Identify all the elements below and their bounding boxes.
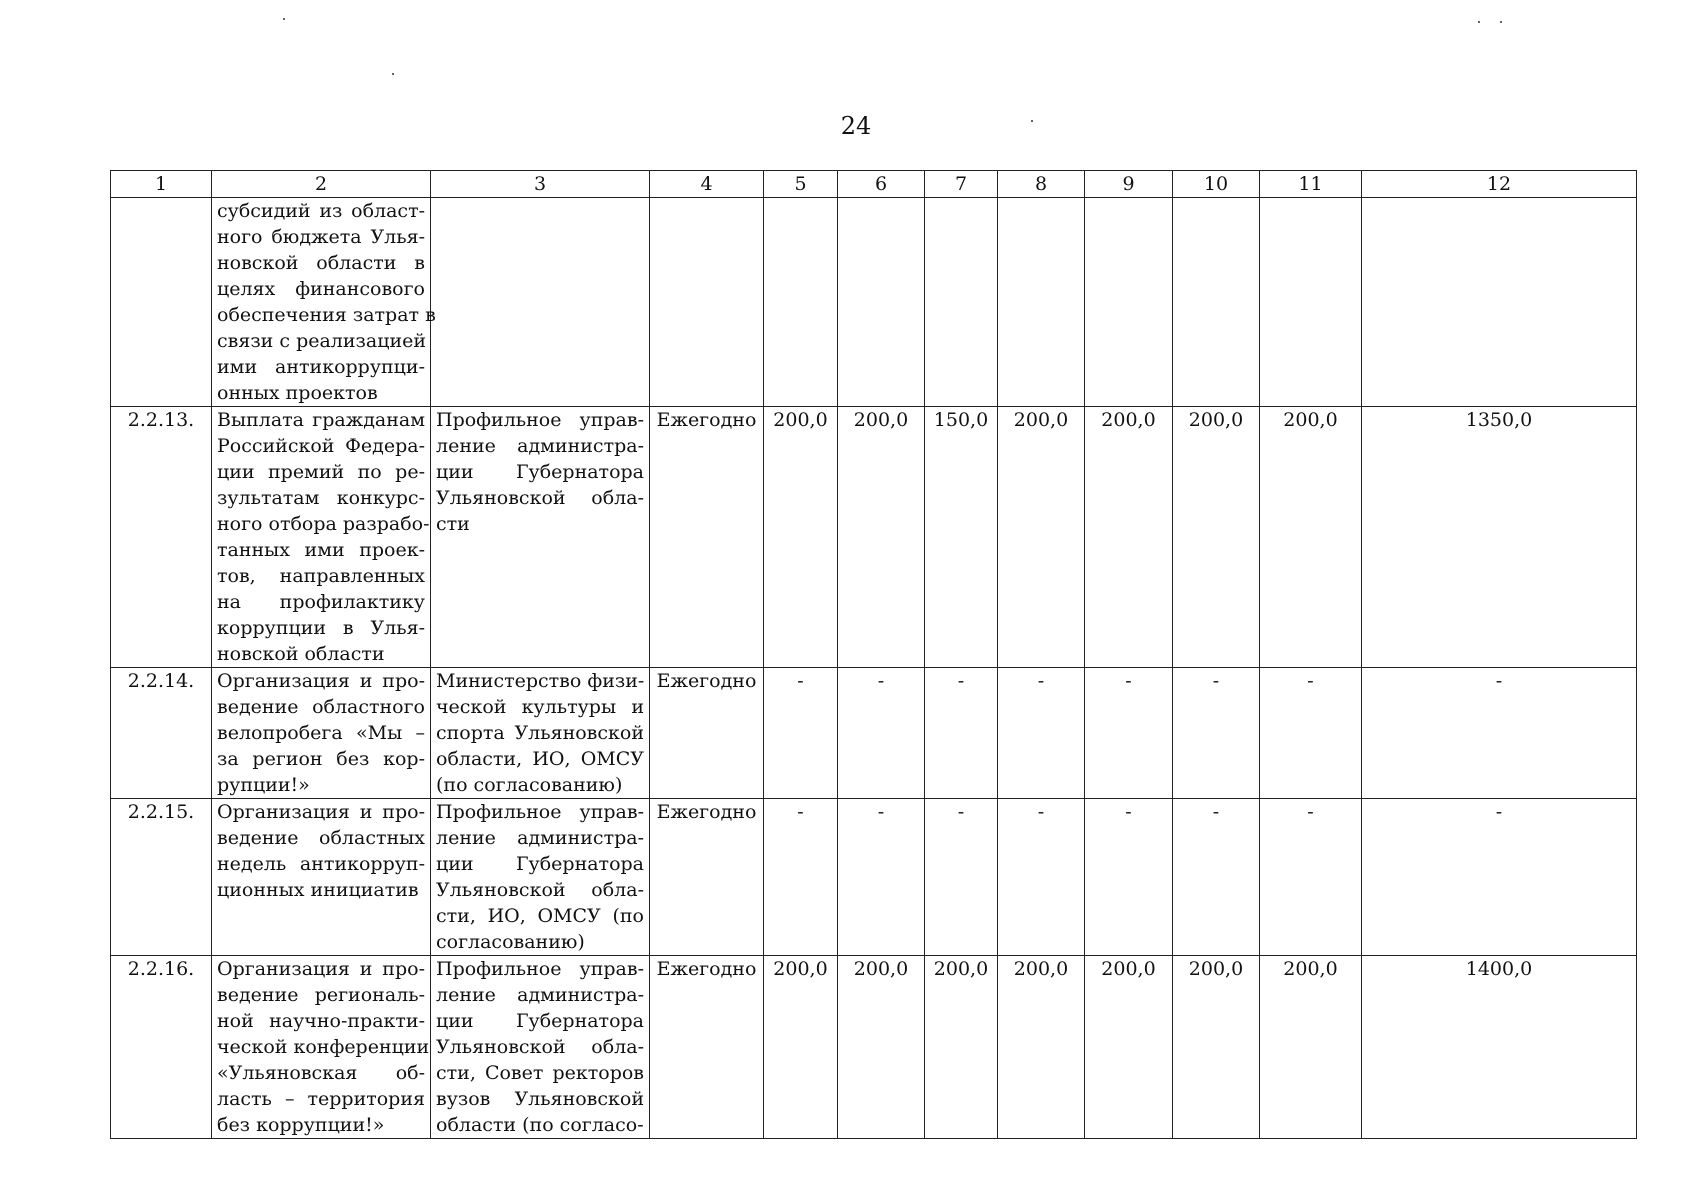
column-header-9: 9 [1085,171,1173,198]
funding-value-col-6: - [838,799,925,956]
description-line: ного бюджета Улья- [217,226,425,248]
description-line: ведение региональ- [217,984,425,1006]
description-line: Организация и про- [217,801,425,823]
funding-value-col-8: 200,0 [998,956,1085,1139]
description-line: Организация и про- [217,670,425,692]
description-line: танных ими проек- [217,539,425,561]
table-row [111,198,1637,407]
description-line: связи с реализацией [217,330,427,352]
description-line: целях финансового [217,278,425,300]
action-plan-table [110,170,1637,1139]
responsible-line: Ульяновской обла- [436,879,644,901]
funding-value-col-7: - [925,668,998,799]
description-line: субсидий из област- [217,200,425,222]
description-line: ции премий по ре- [217,461,425,483]
funding-value-col-8: 200,0 [998,407,1085,668]
funding-value-col-8: - [998,668,1085,799]
funding-value-col-7: - [925,799,998,956]
responsible-line: (по согласованию) [436,774,623,796]
execution-period: Ежегодно [650,799,764,956]
responsible-line: ческой культуры и [436,696,644,718]
description-line: ного отбора разрабо- [217,513,430,535]
responsible-line: ции Губернатора [436,461,644,483]
funding-value-col-9: 200,0 [1085,407,1173,668]
description-line: новской области в [217,252,425,274]
table-header-row [111,171,1637,198]
table-row [111,407,1637,668]
table-row [111,668,1637,799]
column-header-8: 8 [998,171,1085,198]
description-line: новской области [217,643,385,665]
description-line: недель антикорруп- [217,853,425,875]
description-line: «Ульяновская об- [217,1062,425,1084]
funding-value-col-9: 200,0 [1085,956,1173,1139]
funding-value-col-11: 200,0 [1260,956,1362,1139]
description-line: ласть – территория [217,1088,425,1110]
description-line: ционных инициатив [217,879,419,901]
page-number: 24 [840,112,872,140]
description-line: ими антикоррупци- [217,356,425,378]
scan-speck [1478,21,1480,23]
description-line: обеспечения затрат в [217,304,436,326]
funding-value-col-8 [998,198,1085,407]
funding-value-col-9 [1085,198,1173,407]
description-line: ведение областных [217,827,425,849]
responsible-line: ции Губернатора [436,1010,644,1032]
column-header-2: 2 [212,171,431,198]
scan-speck [283,18,285,20]
funding-value-col-5: - [764,799,838,956]
column-header-7: 7 [925,171,998,198]
responsible-party [431,668,650,799]
responsible-line: спорта Ульяновской [436,722,644,744]
scan-speck [1031,120,1033,122]
column-header-3: 3 [431,171,650,198]
funding-value-col-7 [925,198,998,407]
funding-value-col-8: - [998,799,1085,956]
responsible-line: ление администра- [436,435,644,457]
execution-period: Ежегодно [650,668,764,799]
funding-value-col-9: - [1085,668,1173,799]
funding-total: - [1362,799,1637,956]
scan-speck [392,73,394,75]
responsible-line: сти [436,513,470,535]
responsible-line: Профильное управ- [436,409,644,431]
description-line: ведение областного [217,696,425,718]
funding-value-col-6 [838,198,925,407]
responsible-party [431,407,650,668]
description-line: на профилактику [217,591,425,613]
description-line: коррупции в Улья- [217,617,425,639]
responsible-line: Ульяновской обла- [436,487,644,509]
funding-value-col-10: - [1173,799,1260,956]
item-description [212,956,431,1139]
item-number [111,198,212,407]
description-line: ческой конференции [217,1036,430,1058]
item-description [212,198,436,407]
column-header-6: 6 [838,171,925,198]
description-line: тов, направленных [217,565,425,587]
responsible-line: области (по согласо- [436,1114,644,1136]
item-description [212,668,431,799]
execution-period: Ежегодно [650,956,764,1139]
responsible-line: согласованию) [436,931,585,953]
responsible-line: сти, ИО, ОМСУ (по [436,905,644,927]
description-line: без коррупции!» [217,1114,385,1136]
description-line: рупции!» [217,774,310,796]
funding-value-col-9: - [1085,799,1173,956]
table-row [111,956,1637,1139]
description-line: Российской Федера- [217,435,425,457]
funding-value-col-11: - [1260,668,1362,799]
funding-value-col-5: - [764,668,838,799]
item-number: 2.2.15. [111,799,212,956]
responsible-line: Профильное управ- [436,801,644,823]
funding-value-col-7: 150,0 [925,407,998,668]
item-number: 2.2.13. [111,407,212,668]
responsible-line: вузов Ульяновской [436,1088,644,1110]
column-header-4: 4 [650,171,764,198]
funding-value-col-10: - [1173,668,1260,799]
column-header-10: 10 [1173,171,1260,198]
responsible-line: сти, Совет ректоров [436,1062,644,1084]
funding-value-col-10 [1173,198,1260,407]
funding-value-col-10: 200,0 [1173,956,1260,1139]
funding-total: 1350,0 [1362,407,1637,668]
funding-value-col-5: 200,0 [764,956,838,1139]
execution-period [650,198,764,407]
funding-value-col-11: - [1260,799,1362,956]
description-line: велопробега «Мы – [217,722,425,744]
column-header-1: 1 [111,171,212,198]
column-header-12: 12 [1362,171,1637,198]
item-number: 2.2.14. [111,668,212,799]
responsible-line: области, ИО, ОМСУ [436,748,644,770]
description-line: Выплата гражданам [217,409,425,431]
description-line: Организация и про- [217,958,425,980]
scan-speck [1500,21,1502,23]
item-description [212,407,431,668]
funding-value-col-11 [1260,198,1362,407]
funding-total: 1400,0 [1362,956,1637,1139]
funding-value-col-5: 200,0 [764,407,838,668]
table-row [111,799,1637,956]
funding-value-col-10: 200,0 [1173,407,1260,668]
description-line: онных проектов [217,382,378,404]
funding-total: - [1362,668,1637,799]
column-header-11: 11 [1260,171,1362,198]
funding-value-col-6: 200,0 [838,407,925,668]
responsible-line: ление администра- [436,984,644,1006]
funding-value-col-5 [764,198,838,407]
column-header-5: 5 [764,171,838,198]
execution-period: Ежегодно [650,407,764,668]
responsible-line: Министерство физи- [436,670,645,692]
funding-value-col-11: 200,0 [1260,407,1362,668]
item-number: 2.2.16. [111,956,212,1139]
funding-value-col-7: 200,0 [925,956,998,1139]
funding-value-col-6: - [838,668,925,799]
item-description [212,799,431,956]
responsible-line: Профильное управ- [436,958,644,980]
responsible-line: ции Губернатора [436,853,644,875]
responsible-party [431,198,650,407]
responsible-line: ление администра- [436,827,644,849]
funding-total [1362,198,1637,407]
responsible-party [431,799,650,956]
responsible-party [431,956,650,1139]
funding-value-col-6: 200,0 [838,956,925,1139]
description-line: за регион без кор- [217,748,425,770]
description-line: зультатам конкурс- [217,487,425,509]
description-line: ной научно-практи- [217,1010,425,1032]
responsible-line: Ульяновской обла- [436,1036,644,1058]
